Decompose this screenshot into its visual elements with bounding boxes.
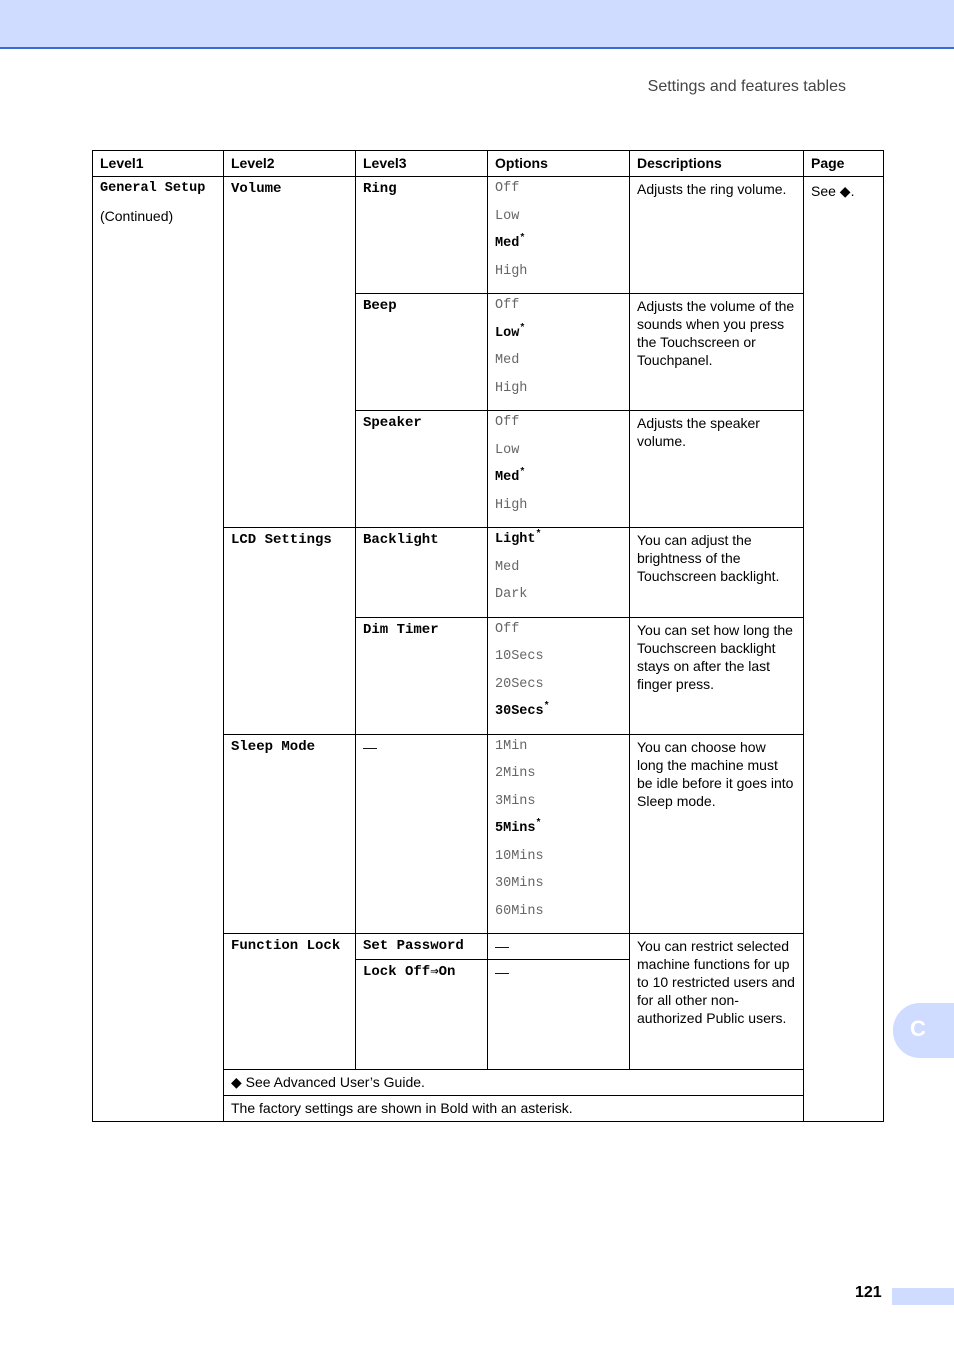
header-band: [0, 0, 954, 49]
level3-beep: Beep: [356, 294, 488, 411]
description-function-lock: You can restrict selected machine functions for up to 10 restricted users and for all other non-authorized Public users.: [630, 934, 804, 1070]
option-lock: —: [488, 960, 630, 1070]
table-row: [93, 177, 884, 294]
option-item: Off: [495, 621, 520, 637]
option-item: High: [495, 380, 528, 396]
option-item: 1Min: [495, 738, 528, 754]
description-backlight: You can adjust the brightness of the Touchscreen backlight.: [630, 528, 804, 618]
option-item: Off: [495, 298, 520, 313]
default-asterisk: *: [535, 818, 542, 830]
options-speaker: [488, 411, 630, 528]
column-header: Descriptions: [630, 151, 804, 177]
option-item: 3Mins: [495, 793, 536, 809]
default-asterisk: *: [535, 529, 542, 541]
level3-speaker: Speaker: [356, 411, 488, 528]
chapter-tab: C: [893, 1003, 954, 1058]
options-sleep-mode: [488, 734, 630, 934]
default-asterisk: *: [519, 323, 526, 334]
default-asterisk: *: [543, 701, 550, 713]
description-beep: Adjusts the volume of the sounds when you press the Touchscreen or Touchpanel.: [630, 294, 804, 411]
option-item: 2Mins: [495, 766, 536, 781]
description-sleep-mode: You can choose how long the machine must be idle before it goes into Sleep mode.: [630, 734, 804, 934]
option-item: High: [495, 263, 528, 279]
page-number: 121: [855, 1284, 882, 1301]
level3-lock: Lock Off⇒On: [356, 960, 488, 1070]
option-item: 10Mins: [495, 848, 544, 864]
column-header: Options: [488, 151, 630, 177]
option-item: Med: [495, 353, 520, 368]
option-item: High: [495, 497, 528, 513]
default-asterisk: *: [519, 467, 526, 479]
option-item: 30Secs*: [495, 701, 550, 719]
table-header-row: [93, 151, 884, 177]
column-header: Level1: [93, 151, 224, 177]
description-ring: Adjusts the ring volume.: [630, 177, 804, 294]
running-title: Settings and features tables: [647, 78, 846, 95]
page-bar: [892, 1288, 954, 1305]
column-header: Level3: [356, 151, 488, 177]
option-item: Off: [495, 415, 520, 430]
option-item: Low: [495, 208, 520, 224]
column-header: Page: [804, 151, 884, 177]
option-item: Light*: [495, 529, 542, 547]
options-backlight: [488, 528, 630, 618]
option-item: Dark: [495, 587, 528, 602]
option-item: Med*: [495, 233, 526, 251]
option-item: 5Mins*: [495, 818, 542, 836]
option-item: Med*: [495, 467, 526, 485]
footnote-advanced-guide: ◆ See Advanced User’s Guide.: [224, 1070, 884, 1096]
column-header: Level2: [224, 151, 356, 177]
footnote-factory-settings: The factory settings are shown in Bold with an asterisk.: [224, 1096, 884, 1122]
level3-set-password: Set Password: [356, 934, 488, 960]
option-item: 30Mins: [495, 876, 544, 891]
level1-name: General Setup: [100, 181, 206, 196]
default-asterisk: *: [519, 233, 526, 245]
option-item: Off: [495, 181, 520, 196]
option-item: 10Secs: [495, 649, 544, 664]
option-item: Med: [495, 559, 520, 575]
level2-function-lock: Function Lock: [224, 934, 356, 1070]
level2-volume: Volume: [224, 177, 356, 528]
level2-lcd: LCD Settings: [224, 528, 356, 735]
option-item: 20Secs: [495, 676, 544, 692]
description-dim-timer: You can set how long the Touchscreen backlight stays on after the last finger press.: [630, 617, 804, 734]
level3-dim-timer: Dim Timer: [356, 617, 488, 734]
option-set-password: —: [488, 934, 630, 960]
option-item: Low*: [495, 323, 526, 341]
level3-ring: Ring: [356, 177, 488, 294]
options-ring: [488, 177, 630, 294]
option-item: Low: [495, 442, 520, 458]
options-dim-timer: [488, 617, 630, 734]
description-speaker: Adjusts the speaker volume.: [630, 411, 804, 528]
level3-backlight: Backlight: [356, 528, 488, 618]
settings-table: [92, 150, 884, 1122]
page-reference: See ◆.: [804, 177, 884, 1122]
option-item: 60Mins: [495, 903, 544, 919]
level1-note: (Continued): [100, 208, 174, 224]
options-beep: [488, 294, 630, 411]
level2-sleep-mode: Sleep Mode: [224, 734, 356, 934]
level1-cell: [93, 177, 224, 1122]
level3-sleep-mode: —: [356, 734, 488, 934]
